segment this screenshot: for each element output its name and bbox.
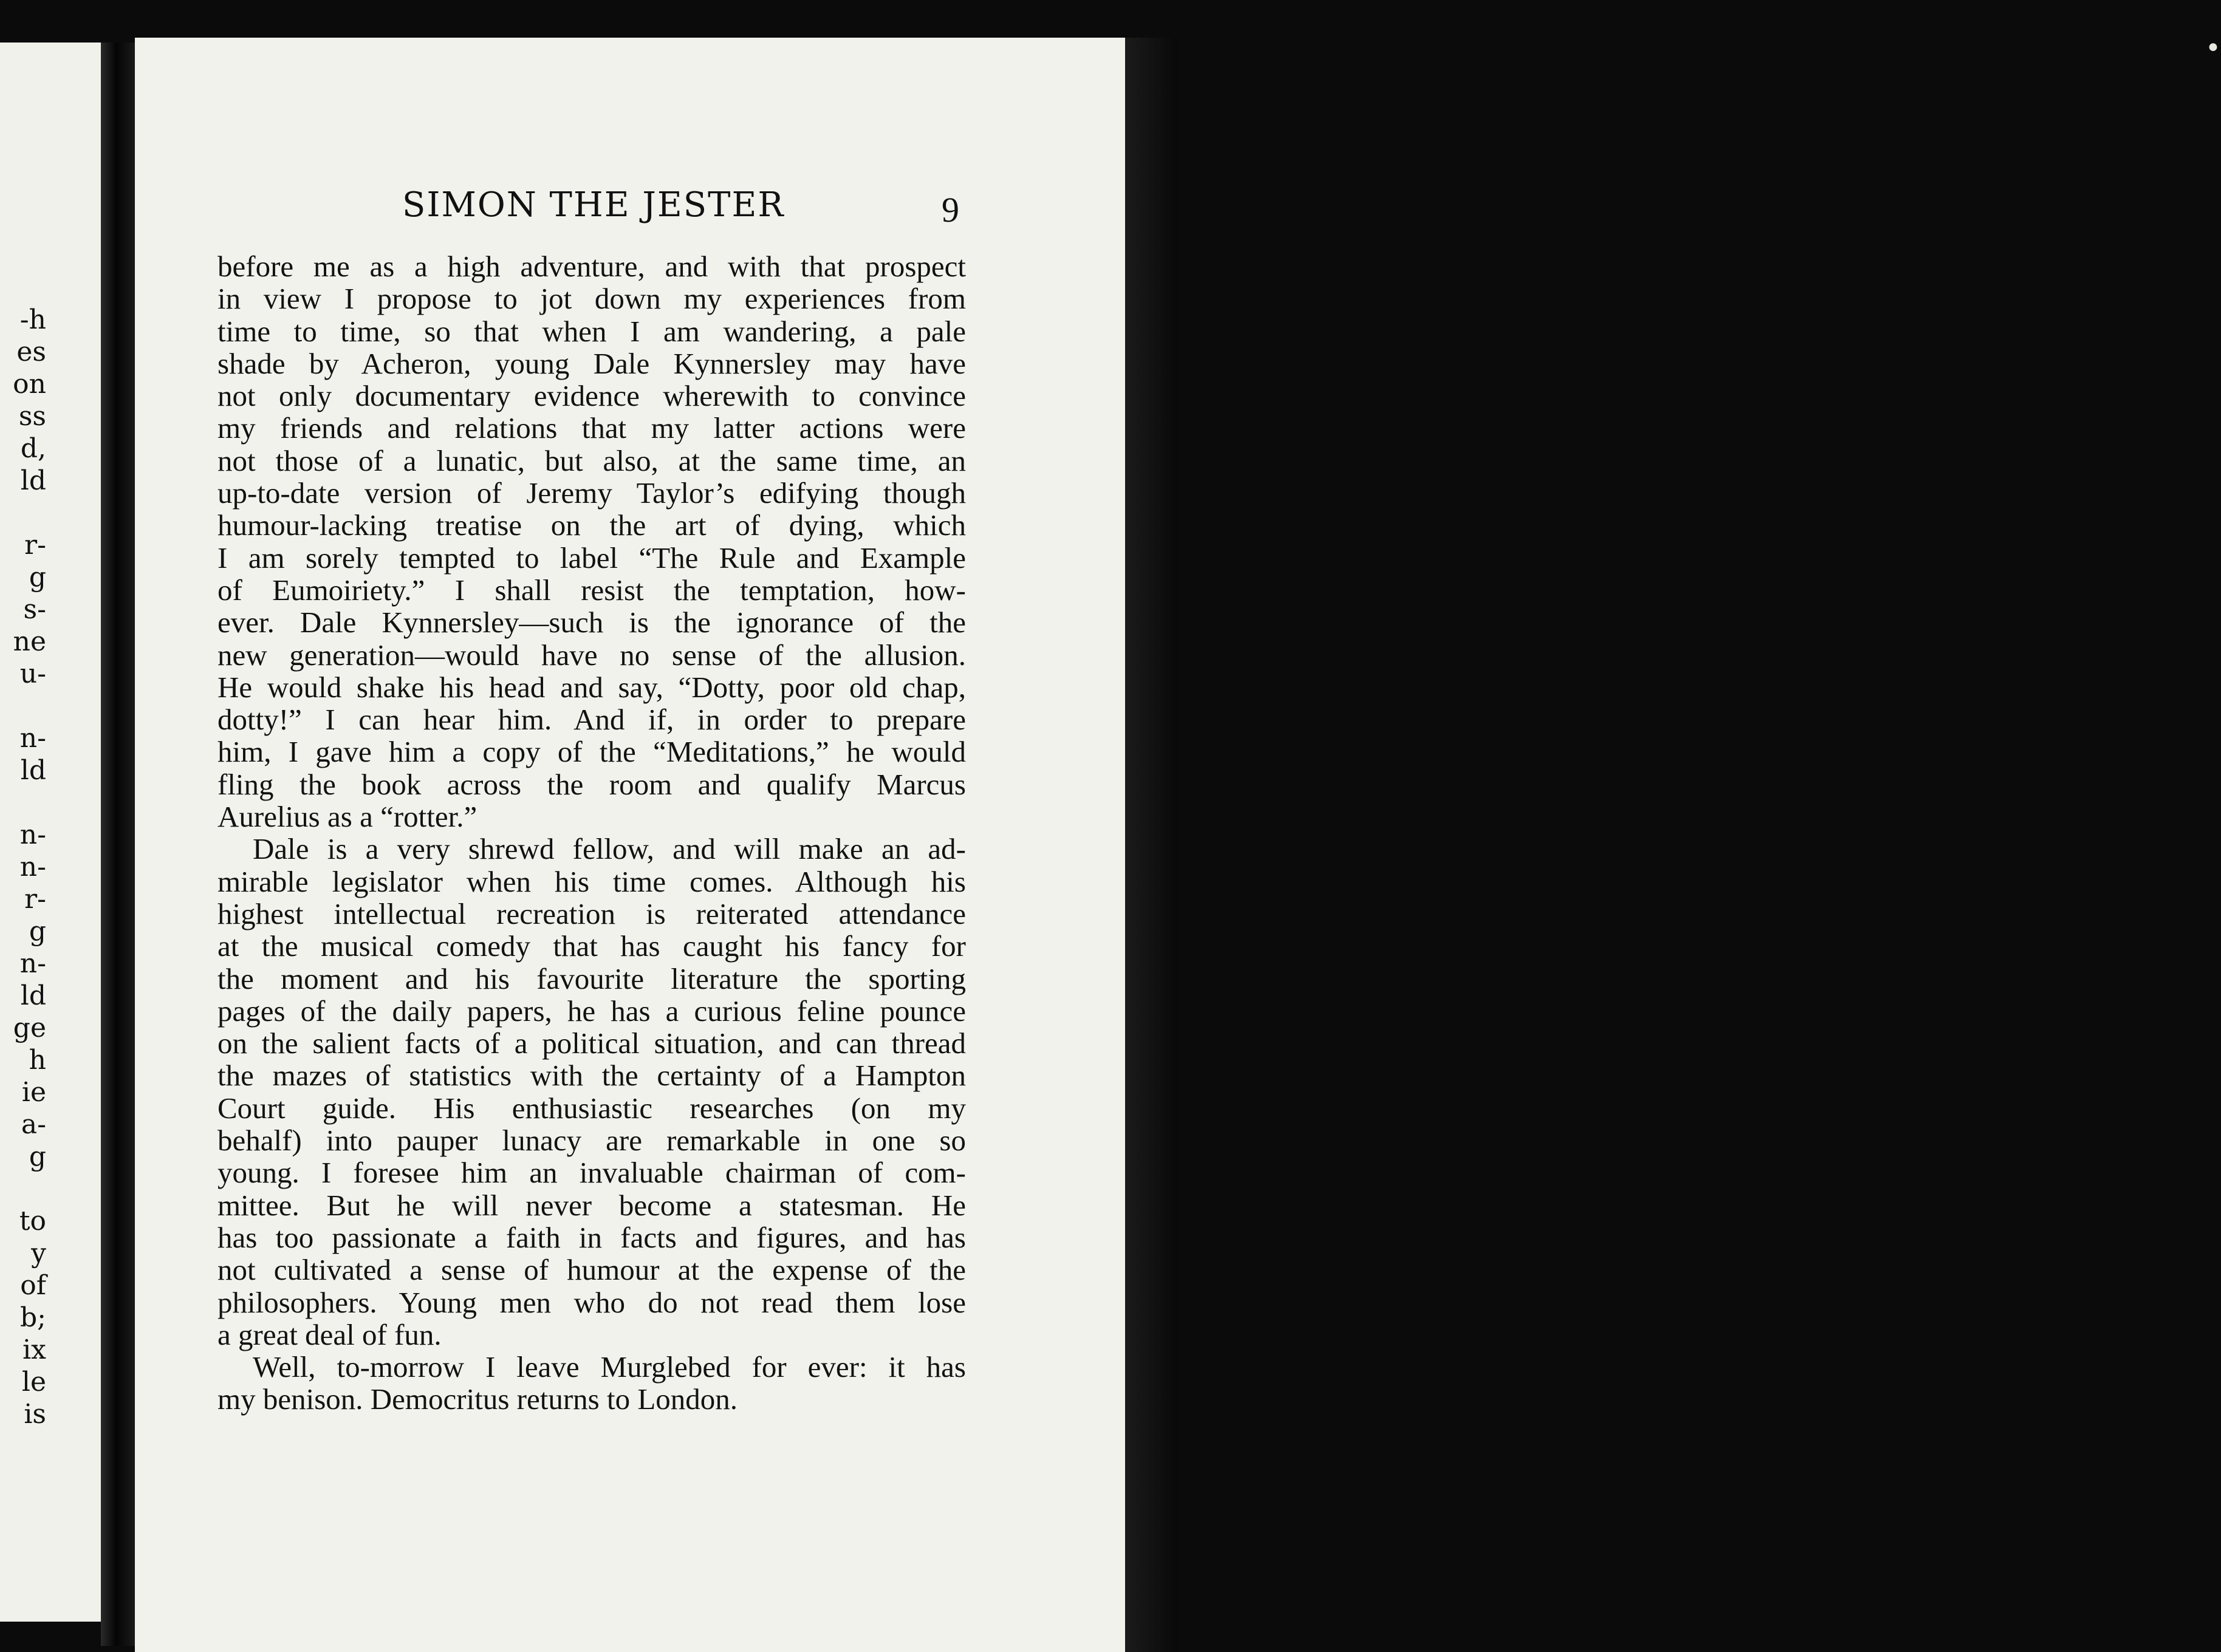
body-text [217,250,966,1416]
text-line: dotty!” I can hear him. And if, in order to prepare [217,703,966,737]
left-fragment [0,1173,46,1205]
text-line: before me as a high adventure, and with that prospect [217,250,966,283]
left-fragment: a- [21,1109,46,1140]
left-fragment: ge [13,1012,46,1043]
text-line: pages of the daily papers, he has a curious feline pounce [217,994,966,1028]
text-line: mittee. But he will never become a statesman. He [217,1188,966,1222]
left-fragment: of [20,1270,46,1301]
left-fragment: g [29,1141,46,1172]
text-line: Aurelius as a “rotter.” [217,800,477,834]
text-line: young. I foresee him an invaluable chairman of com- [217,1156,966,1190]
text-line: Court guide. His enthusiastic researches (on my [217,1091,966,1125]
text-line: He would shake his head and say, “Dotty, poor old chap, [217,670,966,704]
left-fragment: le [21,1367,46,1398]
left-fragment: ie [21,1077,46,1108]
left-fragment: n- [19,852,46,882]
text-line: Well, to-morrow I leave Murglebed for ever: it has [253,1350,966,1384]
left-fragment: on [13,369,46,400]
text-line: I am sorely tempted to label “The Rule and Example [217,541,966,575]
left-fragment: to [19,1206,46,1237]
text-line: in view I propose to jot down my experiences from [217,282,966,316]
left-fragment: ix [22,1334,46,1365]
left-fragment: ss [18,401,46,432]
left-fragment: r- [24,530,46,561]
left-fragment: h [29,1045,46,1076]
text-line: mirable legislator when his time comes. Although his [217,864,966,898]
text-line: a great deal of fun. [217,1317,442,1351]
left-fragment: g [29,916,46,947]
book-gutter [101,43,135,1646]
page-edge-shadow [1125,33,2221,1652]
text-line: at the musical comedy that has caught his fancy for [217,929,966,963]
text-line: the moment and his favourite literature the sporting [217,961,966,995]
text-line: ever. Dale Kynnersley—such is the ignorance of the [217,606,966,640]
text-line: new generation—would have no sense of the allusion. [217,638,966,672]
left-fragment: ld [20,755,46,786]
left-fragment: d, [20,433,46,464]
left-fragment [0,497,46,529]
left-fragment: is [24,1399,46,1430]
left-fragment: ne [13,626,46,657]
text-line: shade by Acheron, young Dale Kynnersley may have [217,346,966,380]
left-fragment: n- [19,723,46,754]
page-title: SIMON THE JESTER [402,185,785,225]
text-line: highest intellectual recreation is reiterated attendance [217,896,966,930]
left-page-text-fragments [0,304,46,1430]
left-fragment: r- [24,884,46,915]
left-fragment: ld [20,465,46,496]
text-line: on the salient facts of a political situation, and can thread [217,1026,966,1060]
left-fragment: es [16,336,46,367]
text-line: him, I gave him a copy of the “Meditations,” he would [217,735,966,769]
left-fragment: y [31,1238,46,1269]
text-line: not only documentary evidence wherewith to convince [217,379,966,413]
left-fragment: n- [19,819,46,850]
right-page [135,38,1125,1652]
left-fragment: n- [19,948,46,979]
left-fragment: s- [23,594,46,625]
text-line: philosophers. Young men who do not read them lose [217,1285,966,1319]
left-fragment: ld [20,980,46,1011]
text-line: fling the book across the room and qualify Marcus [217,767,966,801]
text-line: my benison. Democritus returns to London. [217,1382,738,1416]
left-page [0,43,109,1622]
left-fragment: -h [19,304,46,335]
text-line: my friends and relations that my latter actions were [217,411,966,445]
text-line: not cultivated a sense of humour at the expense of the [217,1253,966,1287]
text-line: of Eumoiriety.” I shall resist the temptation, how- [217,573,966,607]
text-line: has too passionate a faith in facts and figures, and has [217,1220,966,1254]
left-fragment [0,690,46,722]
left-fragment: g [29,562,46,593]
text-line: behalf) into pauper lunacy are remarkable in one so [217,1124,966,1158]
text-line: Dale is a very shrewd fellow, and will make an ad- [253,832,966,866]
left-fragment [0,787,46,819]
running-head [135,181,985,230]
left-fragment: u- [19,658,46,689]
left-fragment: b; [20,1302,46,1333]
text-line: humour-lacking treatise on the art of dying, which [217,508,966,542]
page-number: 9 [942,190,959,230]
text-line: time to time, so that when I am wandering, a pale [217,314,966,348]
text-line: the mazes of statistics with the certainty of a Hampton [217,1059,966,1093]
text-line: not those of a lunatic, but also, at the same time, an [217,443,966,477]
text-line: up-to-date version of Jeremy Taylor’s edifying though [217,476,966,510]
scan-corner-mark: • [2205,33,2221,64]
